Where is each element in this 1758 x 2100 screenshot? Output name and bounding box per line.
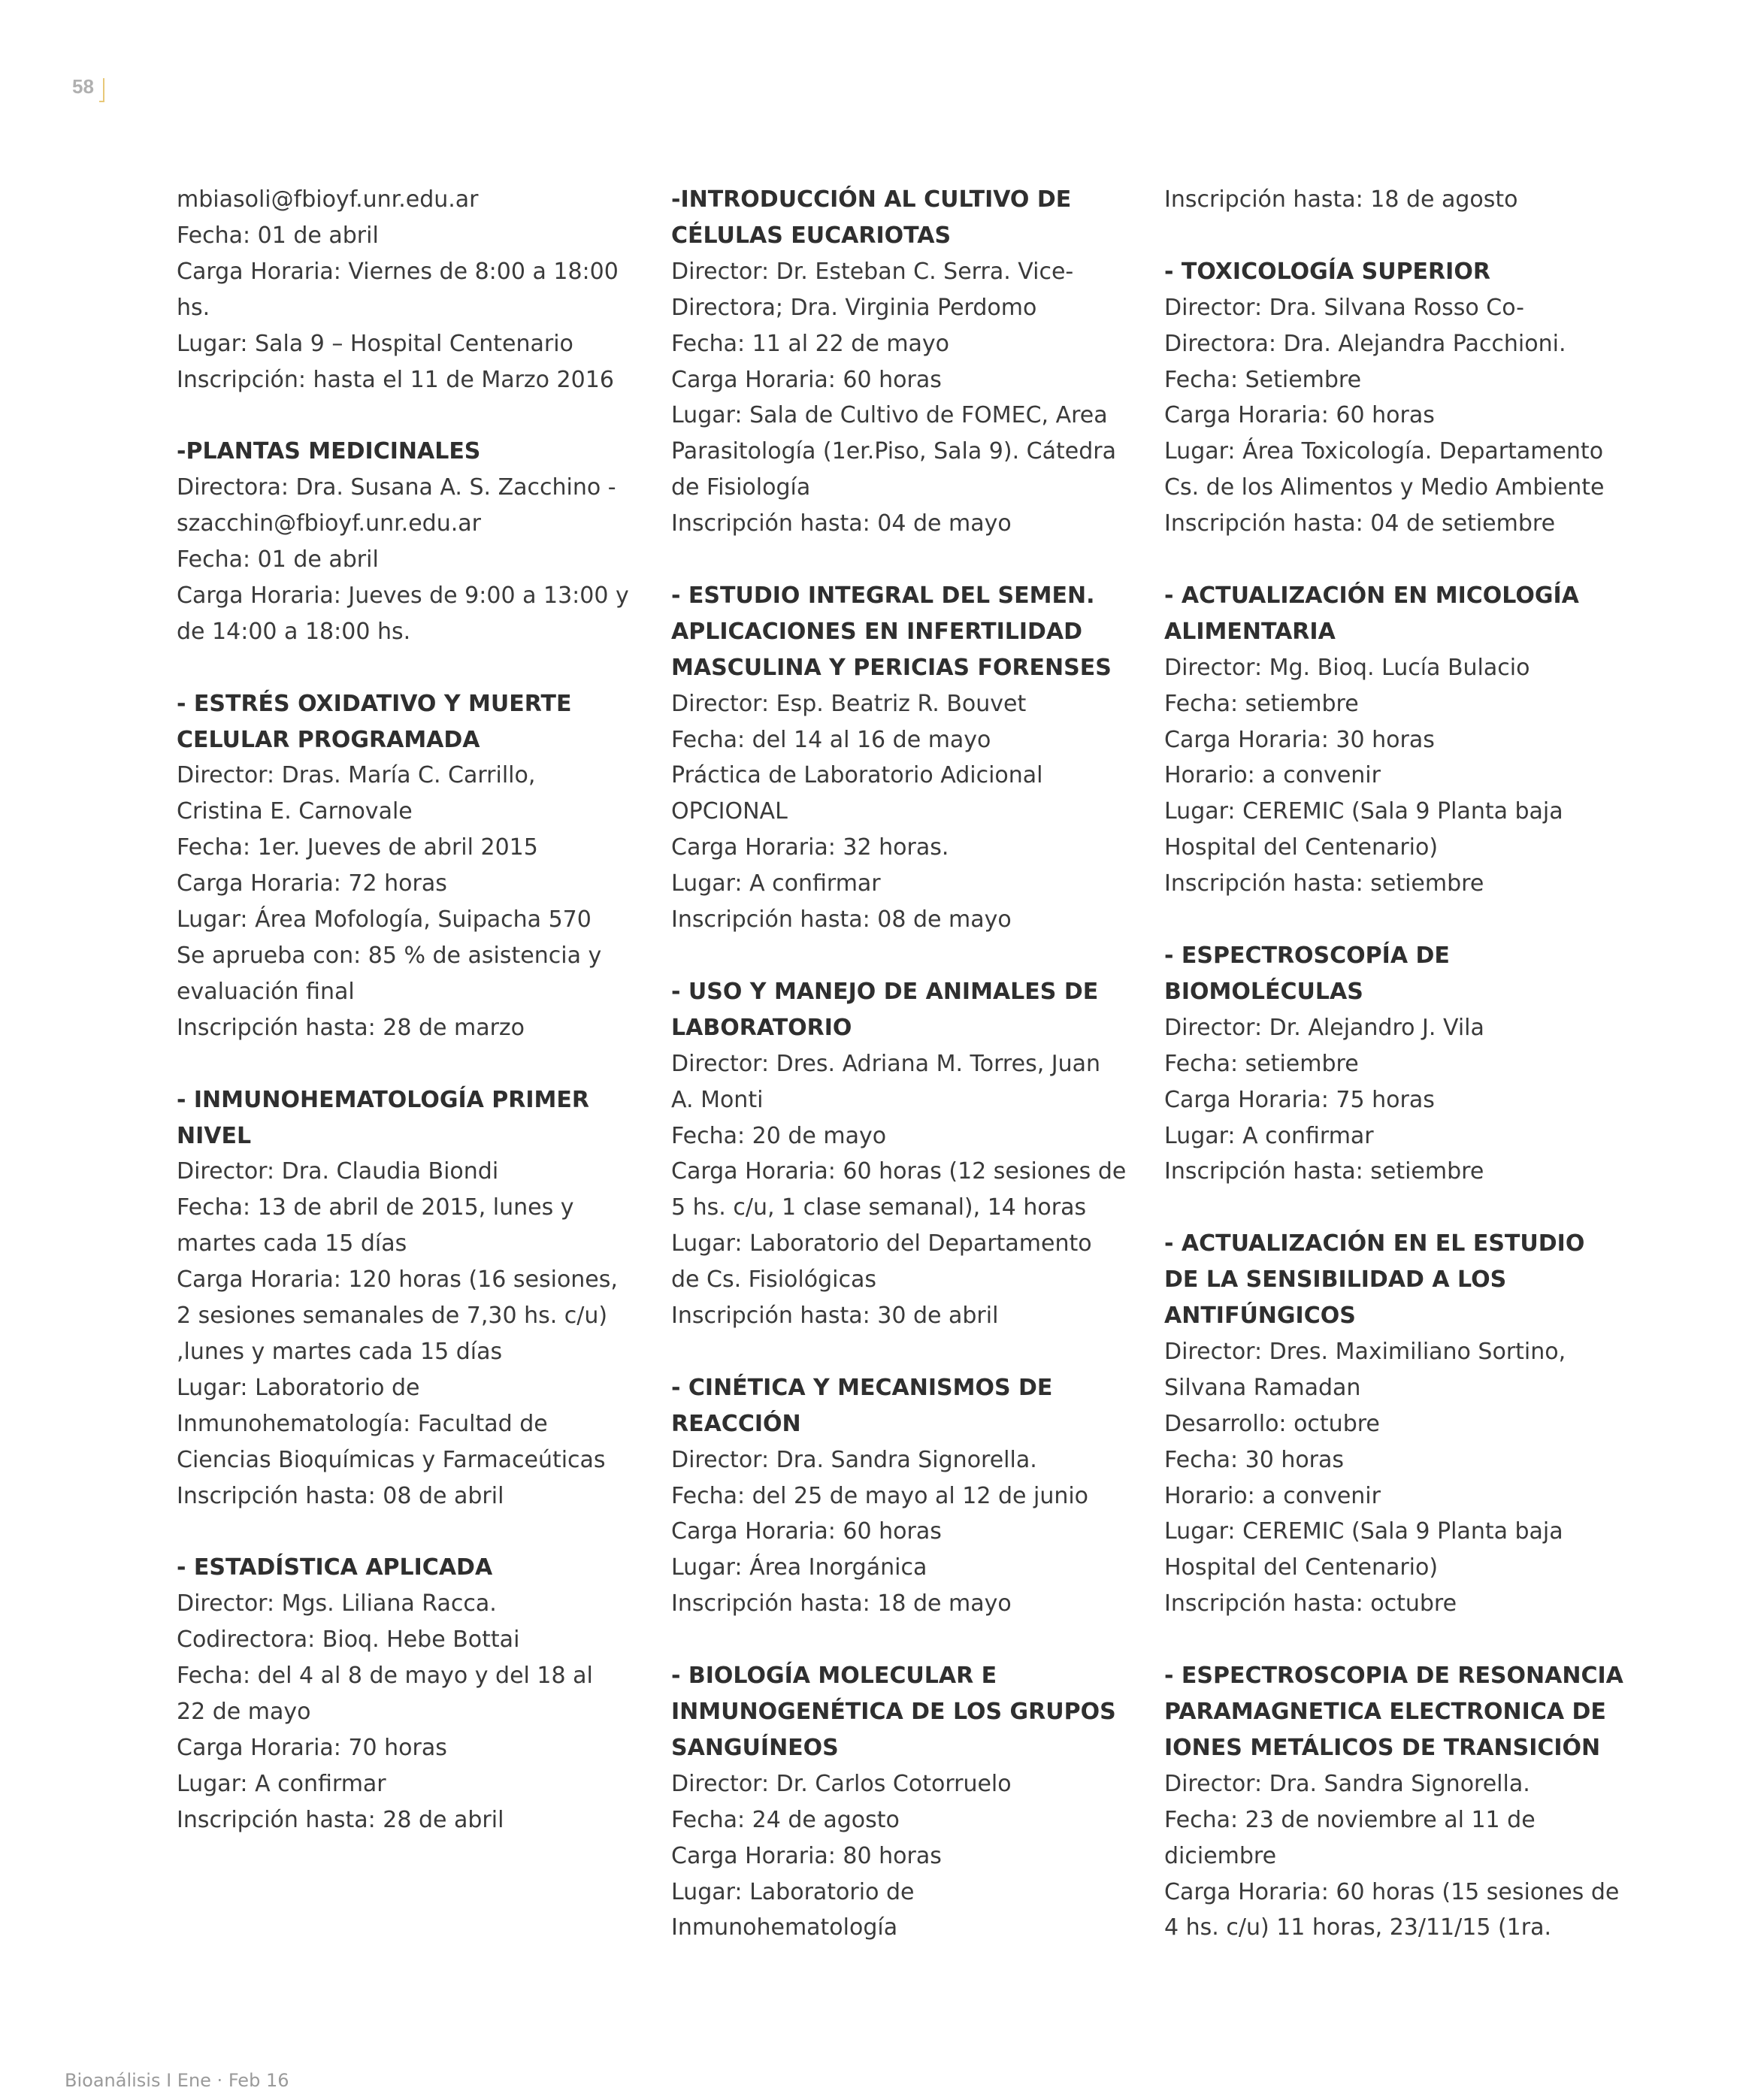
course-detail-line: Lugar: Sala 9 – Hospital Centenario <box>177 330 573 357</box>
course-detail-line: Directora; Dra. Virginia Perdomo <box>671 294 1037 321</box>
course-detail-line: de 14:00 a 18:00 hs. <box>177 618 411 645</box>
course-detail-line: Directora: Dra. Susana A. S. Zacchino - <box>177 474 616 501</box>
page-number-corner-mark <box>99 78 104 102</box>
course-detail-line: Director: Mg. Bioq. Lucía Bulacio <box>1164 654 1530 681</box>
course-detail-line: Inscripción hasta: setiembre <box>1164 870 1484 897</box>
course-detail-line: Fecha: 23 de noviembre al 11 de <box>1164 1806 1536 1833</box>
course-detail-line: Hospital del Centenario) <box>1164 834 1439 861</box>
course-title-line: BIOMOLÉCULAS <box>1164 978 1363 1005</box>
course-detail-line: OPCIONAL <box>671 798 788 825</box>
course-detail-line: Inscripción hasta: 18 de mayo <box>671 1590 1012 1617</box>
course-detail-line: Fecha: 01 de abril <box>177 222 379 249</box>
course-detail-line: Lugar: Área Toxicología. Departamento <box>1164 438 1604 465</box>
course-detail-line: Fecha: del 14 al 16 de mayo <box>671 726 991 753</box>
course-detail-line: Fecha: 13 de abril de 2015, lunes y <box>177 1194 574 1221</box>
course-detail-line: Horario: a convenir <box>1164 1482 1381 1509</box>
course-detail-line: Inscripción hasta: 28 de abril <box>177 1806 504 1833</box>
course-detail-line: Ciencias Bioquímicas y Farmaceúticas <box>177 1446 606 1473</box>
course-title-line: - INMUNOHEMATOLOGÍA PRIMER <box>177 1086 589 1113</box>
course-detail-line: Lugar: Laboratorio de <box>671 1878 915 1905</box>
course-detail-line: Fecha: 20 de mayo <box>671 1122 887 1149</box>
course-detail-line: evaluación final <box>177 978 355 1005</box>
course-entry <box>1164 254 1615 542</box>
course-detail-line: Carga Horaria: 60 horas <box>671 1518 942 1545</box>
course-detail-line: Director: Esp. Beatriz R. Bouvet <box>671 690 1027 717</box>
course-title-line: ANTIFÚNGICOS <box>1164 1303 1356 1330</box>
course-detail-line: Inscripción hasta: 28 de marzo <box>177 1014 525 1041</box>
course-detail-line: ,lunes y martes cada 15 días <box>177 1338 503 1365</box>
course-entry <box>671 1370 1122 1622</box>
course-detail-line: Director: Dra. Sandra Signorella. <box>671 1446 1037 1473</box>
course-title-line: SANGUÍNEOS <box>671 1734 839 1761</box>
course-detail-line: szacchin@fbioyf.unr.edu.ar <box>177 510 481 537</box>
course-title-line: ALIMENTARIA <box>1164 618 1336 645</box>
page-number: 58 <box>72 75 94 98</box>
course-detail-line: Fecha: 01 de abril <box>177 546 379 573</box>
course-detail-line: Hospital del Centenario) <box>1164 1554 1439 1581</box>
course-detail-line: Inmunohematología: Facultad de <box>177 1410 548 1437</box>
column-3 <box>1164 182 1623 1982</box>
course-detail-line: mbiasoli@fbioyf.unr.edu.ar <box>177 186 479 213</box>
course-detail-line: Inscripción hasta: 04 de mayo <box>671 510 1012 537</box>
course-title-line: - CINÉTICA Y MECANISMOS DE <box>671 1374 1053 1401</box>
course-detail-line: Carga Horaria: Jueves de 9:00 a 13:00 y <box>177 582 629 609</box>
course-detail-line: Director: Dres. Adriana M. Torres, Juan <box>671 1050 1101 1077</box>
course-entry <box>671 1658 1122 1946</box>
course-detail-line: hs. <box>177 294 210 321</box>
course-detail-line: Carga Horaria: 60 horas (15 sesiones de <box>1164 1878 1620 1905</box>
course-detail-line: Lugar: Sala de Cultivo de FOMEC, Area <box>671 402 1108 429</box>
course-title-line: - ESPECTROSCOPIA DE RESONANCIA <box>1164 1663 1623 1690</box>
course-detail-line: Director: Dr. Alejandro J. Vila <box>1164 1014 1484 1041</box>
course-detail-line: Lugar: Laboratorio de <box>177 1374 420 1401</box>
course-detail-line: Inscripción hasta: 08 de abril <box>177 1482 504 1509</box>
course-detail-line: diciembre <box>1164 1842 1277 1869</box>
course-detail-line: Inscripción hasta: octubre <box>1164 1590 1457 1617</box>
course-detail-line: de Fisiología <box>671 474 811 501</box>
course-detail-line: Director: Dra. Claudia Biondi <box>177 1158 499 1185</box>
footer: Bioanálisis I Ene · Feb 16 <box>65 2070 289 2091</box>
course-detail-line: Cristina E. Carnovale <box>177 798 413 825</box>
course-title-line: - ESTADÍSTICA APLICADA <box>177 1554 493 1581</box>
course-title-line: - TOXICOLOGÍA SUPERIOR <box>1164 258 1490 285</box>
course-detail-line: Fecha: del 25 de mayo al 12 de junio <box>671 1482 1089 1509</box>
course-entry <box>1164 938 1615 1190</box>
course-detail-line: Se aprueba con: 85 % de asistencia y <box>177 943 602 969</box>
course-entry <box>177 1550 628 1838</box>
course-detail-line: Directora: Dra. Alejandra Pacchioni. <box>1164 330 1566 357</box>
course-entry <box>177 1082 628 1514</box>
course-detail-line: Inscripción hasta: 08 de mayo <box>671 906 1012 934</box>
course-detail-line: Director: Dra. Silvana Rosso Co- <box>1164 294 1524 321</box>
course-detail-line: Lugar: Área Inorgánica <box>671 1554 927 1581</box>
course-entry <box>177 686 628 1046</box>
course-detail-line: Lugar: CEREMIC (Sala 9 Planta baja <box>1164 798 1563 825</box>
course-title-line: CÉLULAS EUCARIOTAS <box>671 222 952 249</box>
course-title-line: - USO Y MANEJO DE ANIMALES DE <box>671 978 1099 1005</box>
course-entry <box>671 974 1127 1334</box>
course-detail-line: Director: Dr. Carlos Cotorruelo <box>671 1770 1012 1797</box>
course-entry <box>671 182 1122 542</box>
course-detail-line: Fecha: 11 al 22 de mayo <box>671 330 950 357</box>
course-entry <box>177 182 628 398</box>
course-title-line: - ESPECTROSCOPÍA DE <box>1164 942 1450 969</box>
course-detail-line: Codirectora: Bioq. Hebe Bottai <box>177 1626 520 1654</box>
course-detail-line: Director: Dras. María C. Carrillo, <box>177 762 536 789</box>
course-detail-line: Parasitología (1er.Piso, Sala 9). Cátedra <box>671 438 1116 465</box>
course-detail-line: Carga Horaria: 60 horas <box>1164 402 1435 429</box>
course-detail-line: Fecha: 24 de agosto <box>671 1806 900 1833</box>
course-detail-line: Inscripción hasta: 30 de abril <box>671 1303 999 1330</box>
course-detail-line: Inscripción hasta: 04 de setiembre <box>1164 510 1556 537</box>
course-detail-line: Carga Horaria: 30 horas <box>1164 726 1435 753</box>
course-detail-line: Carga Horaria: 72 horas <box>177 870 447 897</box>
course-title-line: - ESTRÉS OXIDATIVO Y MUERTE <box>177 690 572 717</box>
course-title-line: LABORATORIO <box>671 1014 852 1041</box>
course-detail-line: 22 de mayo <box>177 1699 311 1725</box>
course-detail-line: Fecha: del 4 al 8 de mayo y del 18 al <box>177 1663 593 1690</box>
course-title-line: - ACTUALIZACIÓN EN MICOLOGÍA <box>1164 582 1579 609</box>
course-detail-line: Inscripción hasta: setiembre <box>1164 1158 1484 1185</box>
course-title-line: -INTRODUCCIÓN AL CULTIVO DE <box>671 186 1072 213</box>
course-title-line: - ESTUDIO INTEGRAL DEL SEMEN. <box>671 582 1095 609</box>
course-detail-line: Lugar: Laboratorio del Departamento <box>671 1230 1092 1257</box>
course-entry <box>671 578 1122 938</box>
course-detail-line: 2 sesiones semanales de 7,30 hs. c/u) <box>177 1303 608 1330</box>
course-detail-line: Lugar: CEREMIC (Sala 9 Planta baja <box>1164 1518 1563 1545</box>
course-detail-line: Carga Horaria: 32 horas. <box>671 834 949 861</box>
course-entry <box>177 434 628 649</box>
course-detail-line: Fecha: 30 horas <box>1164 1446 1345 1473</box>
course-detail-line: Silvana Ramadan <box>1164 1374 1361 1401</box>
course-detail-line: Director: Dr. Esteban C. Serra. Vice- <box>671 258 1074 285</box>
course-detail-line: 4 hs. c/u) 11 horas, 23/11/15 (1ra. <box>1164 1914 1552 1941</box>
course-detail-line: Carga Horaria: 80 horas <box>671 1842 942 1869</box>
course-title-line: PARAMAGNETICA ELECTRONICA DE <box>1164 1698 1606 1725</box>
course-detail-line: Carga Horaria: 70 horas <box>177 1734 447 1761</box>
course-title-line: DE LA SENSIBILIDAD A LOS <box>1164 1266 1507 1294</box>
course-detail-line: Horario: a convenir <box>1164 762 1381 789</box>
course-detail-line: Práctica de Laboratorio Adicional <box>671 762 1043 789</box>
course-detail-line: Lugar: A confirmar <box>177 1770 386 1797</box>
course-entry <box>1164 182 1615 218</box>
course-title-line: CELULAR PROGRAMADA <box>177 726 480 753</box>
course-detail-line: A. Monti <box>671 1086 764 1113</box>
course-detail-line: Director: Dres. Maximiliano Sortino, <box>1164 1338 1566 1365</box>
course-detail-line: Carga Horaria: Viernes de 8:00 a 18:00 <box>177 258 619 285</box>
course-detail-line: Cs. de los Alimentos y Medio Ambiente <box>1164 474 1605 501</box>
course-detail-line: Lugar: A confirmar <box>1164 1122 1374 1149</box>
course-title-line: - BIOLOGÍA MOLECULAR E <box>671 1663 997 1690</box>
course-detail-line: 5 hs. c/u, 1 clase semanal), 14 horas <box>671 1194 1087 1221</box>
course-title-line: - ACTUALIZACIÓN EN EL ESTUDIO <box>1164 1230 1585 1257</box>
course-detail-line: Inmunohematología <box>671 1914 898 1941</box>
course-detail-line: Inscripción hasta: 18 de agosto <box>1164 186 1518 213</box>
course-title-line: APLICACIONES EN INFERTILIDAD <box>671 618 1083 645</box>
course-detail-line: Carga Horaria: 75 horas <box>1164 1086 1435 1113</box>
column-1 <box>177 182 628 1875</box>
course-detail-line: Fecha: setiembre <box>1164 1050 1359 1077</box>
course-entry <box>1164 1658 1623 1946</box>
course-detail-line: Director: Mgs. Liliana Racca. <box>177 1590 497 1617</box>
course-detail-line: Director: Dra. Sandra Signorella. <box>1164 1770 1530 1797</box>
course-detail-line: Fecha: Setiembre <box>1164 366 1362 393</box>
course-detail-line: Inscripción: hasta el 11 de Marzo 2016 <box>177 366 614 393</box>
course-title-line: MASCULINA Y PERICIAS FORENSES <box>671 654 1112 681</box>
course-detail-line: martes cada 15 días <box>177 1230 407 1257</box>
course-entry <box>1164 1226 1615 1622</box>
course-title-line: REACCIÓN <box>671 1410 801 1437</box>
course-title-line: NIVEL <box>177 1122 252 1149</box>
course-detail-line: Lugar: Área Mofología, Suipacha 570 <box>177 906 592 934</box>
course-title-line: -PLANTAS MEDICINALES <box>177 438 481 465</box>
course-entry <box>1164 578 1615 902</box>
course-title-line: IONES METÁLICOS DE TRANSICIÓN <box>1164 1734 1601 1761</box>
course-detail-line: Carga Horaria: 120 horas (16 sesiones, <box>177 1266 618 1294</box>
course-detail-line: Carga Horaria: 60 horas <box>671 366 942 393</box>
course-detail-line: Lugar: A confirmar <box>671 870 881 897</box>
course-detail-line: Carga Horaria: 60 horas (12 sesiones de <box>671 1158 1127 1185</box>
course-title-line: INMUNOGENÉTICA DE LOS GRUPOS <box>671 1699 1116 1725</box>
column-2 <box>671 182 1127 1982</box>
course-detail-line: Fecha: 1er. Jueves de abril 2015 <box>177 834 538 861</box>
course-detail-line: Fecha: setiembre <box>1164 690 1359 717</box>
course-detail-line: Desarrollo: octubre <box>1164 1410 1380 1437</box>
course-detail-line: de Cs. Fisiológicas <box>671 1266 876 1294</box>
